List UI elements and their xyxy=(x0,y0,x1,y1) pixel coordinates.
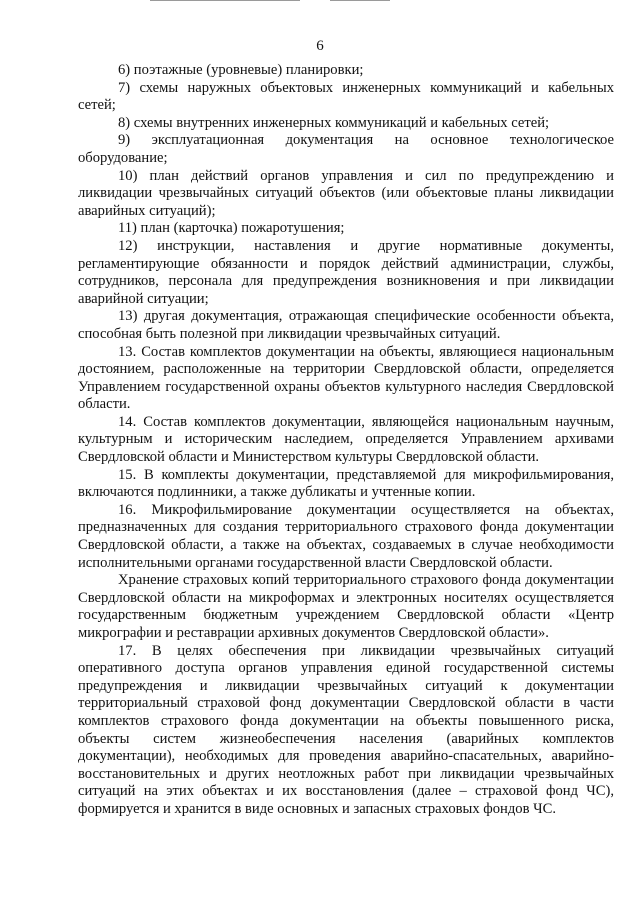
document-body xyxy=(78,62,614,819)
clause-16-storage: Хранение страховых копий территориального страхового фонда документации Свердловской области на микроформах и электронных носителях осуществляется государственным бюджетным учреждением Свердловской области «Центр микрографии и реставрации архивных документов Свердловской области». xyxy=(78,572,614,641)
scan-edge-mark-right xyxy=(330,0,390,1)
list-item-floor-plans: 6) поэтажные (уровневые) планировки; xyxy=(118,62,364,78)
clause-16: 16. Микрофильмирование документации осуществляется на объектах, предназначенных для создания территориального страхового фонда документации Свердловской области, а также на объектах, создаваемых в случае необходимости исполнительными органами государственной власти Свердловской области. xyxy=(78,501,614,571)
clause-14: 14. Состав комплектов документации, являющейся национальным научным, культурным и историческим наследием, определяется Управлением архивами Свердловской области и Министерством культуры Свердловской области. xyxy=(78,413,614,466)
list-item-other-docs: 13) другая документация, отражающая специфические особенности объекта, способная быть полезной при ликвидации чрезвычайных ситуаций. xyxy=(78,308,614,342)
page-number: 6 xyxy=(316,38,324,54)
clause-17: 17. В целях обеспечения при ликвидации чрезвычайных ситуаций оперативного доступа органов управления единой государственной системы предупреждения и ликвидации чрезвычайных ситуаций к документации территориальный страховой фонд документации Свердловской области в части комплектов страхового фонда документации на объекты повышенного риска, объекты систем жизнеобеспечения населения (аварийных комплектов документации), необходимых для проведения аварийно-спасательных, аварийно-восстановительных и других неотложных работ при ликвидации чрезвычайных ситуаций на этих объектах и их восстановления (далее – страховой фонд ЧС), формируется и хранится в виде основных и запасных страховых фондов ЧС. xyxy=(78,642,614,817)
list-item-instructions: 12) инструкции, наставления и другие нормативные документы, регламентирующие обязанности и порядок действий администрации, службы, сотрудников, персонала для предупреждения возникновения и при ликвидации аварийной ситуации; xyxy=(78,237,614,307)
list-item-firefighting-plan: 11) план (карточка) пожаротушения; xyxy=(118,220,345,237)
clause-13: 13. Состав комплектов документации на объекты, являющиеся национальным достоянием, расположенные на территории Свердловской области, определяется Управлением государственной охраны объектов культурного наследия Свердловской области. xyxy=(78,343,614,413)
scan-edge-mark-left xyxy=(150,0,300,1)
clause-15: 15. В комплекты документации, представляемой для микрофильмирования, включаются подлинники, а также дубликаты и учтенные копии. xyxy=(78,466,614,501)
list-item-emergency-plan: 10) план действий органов управления и сил по предупреждению и ликвидации чрезвычайных ситуаций объектов (или объектовые планы ликвидации аварийных ситуаций); xyxy=(78,167,614,219)
list-item-operational-docs: 9) эксплуатационная документация на основное технологическое оборудование; xyxy=(78,132,614,166)
list-item-internal-networks: 8) схемы внутренних инженерных коммуникаций и кабельных сетей; xyxy=(118,114,550,131)
list-item-external-networks: 7) схемы наружных объектовых инженерных коммуникаций и кабельных сетей; xyxy=(78,79,614,114)
